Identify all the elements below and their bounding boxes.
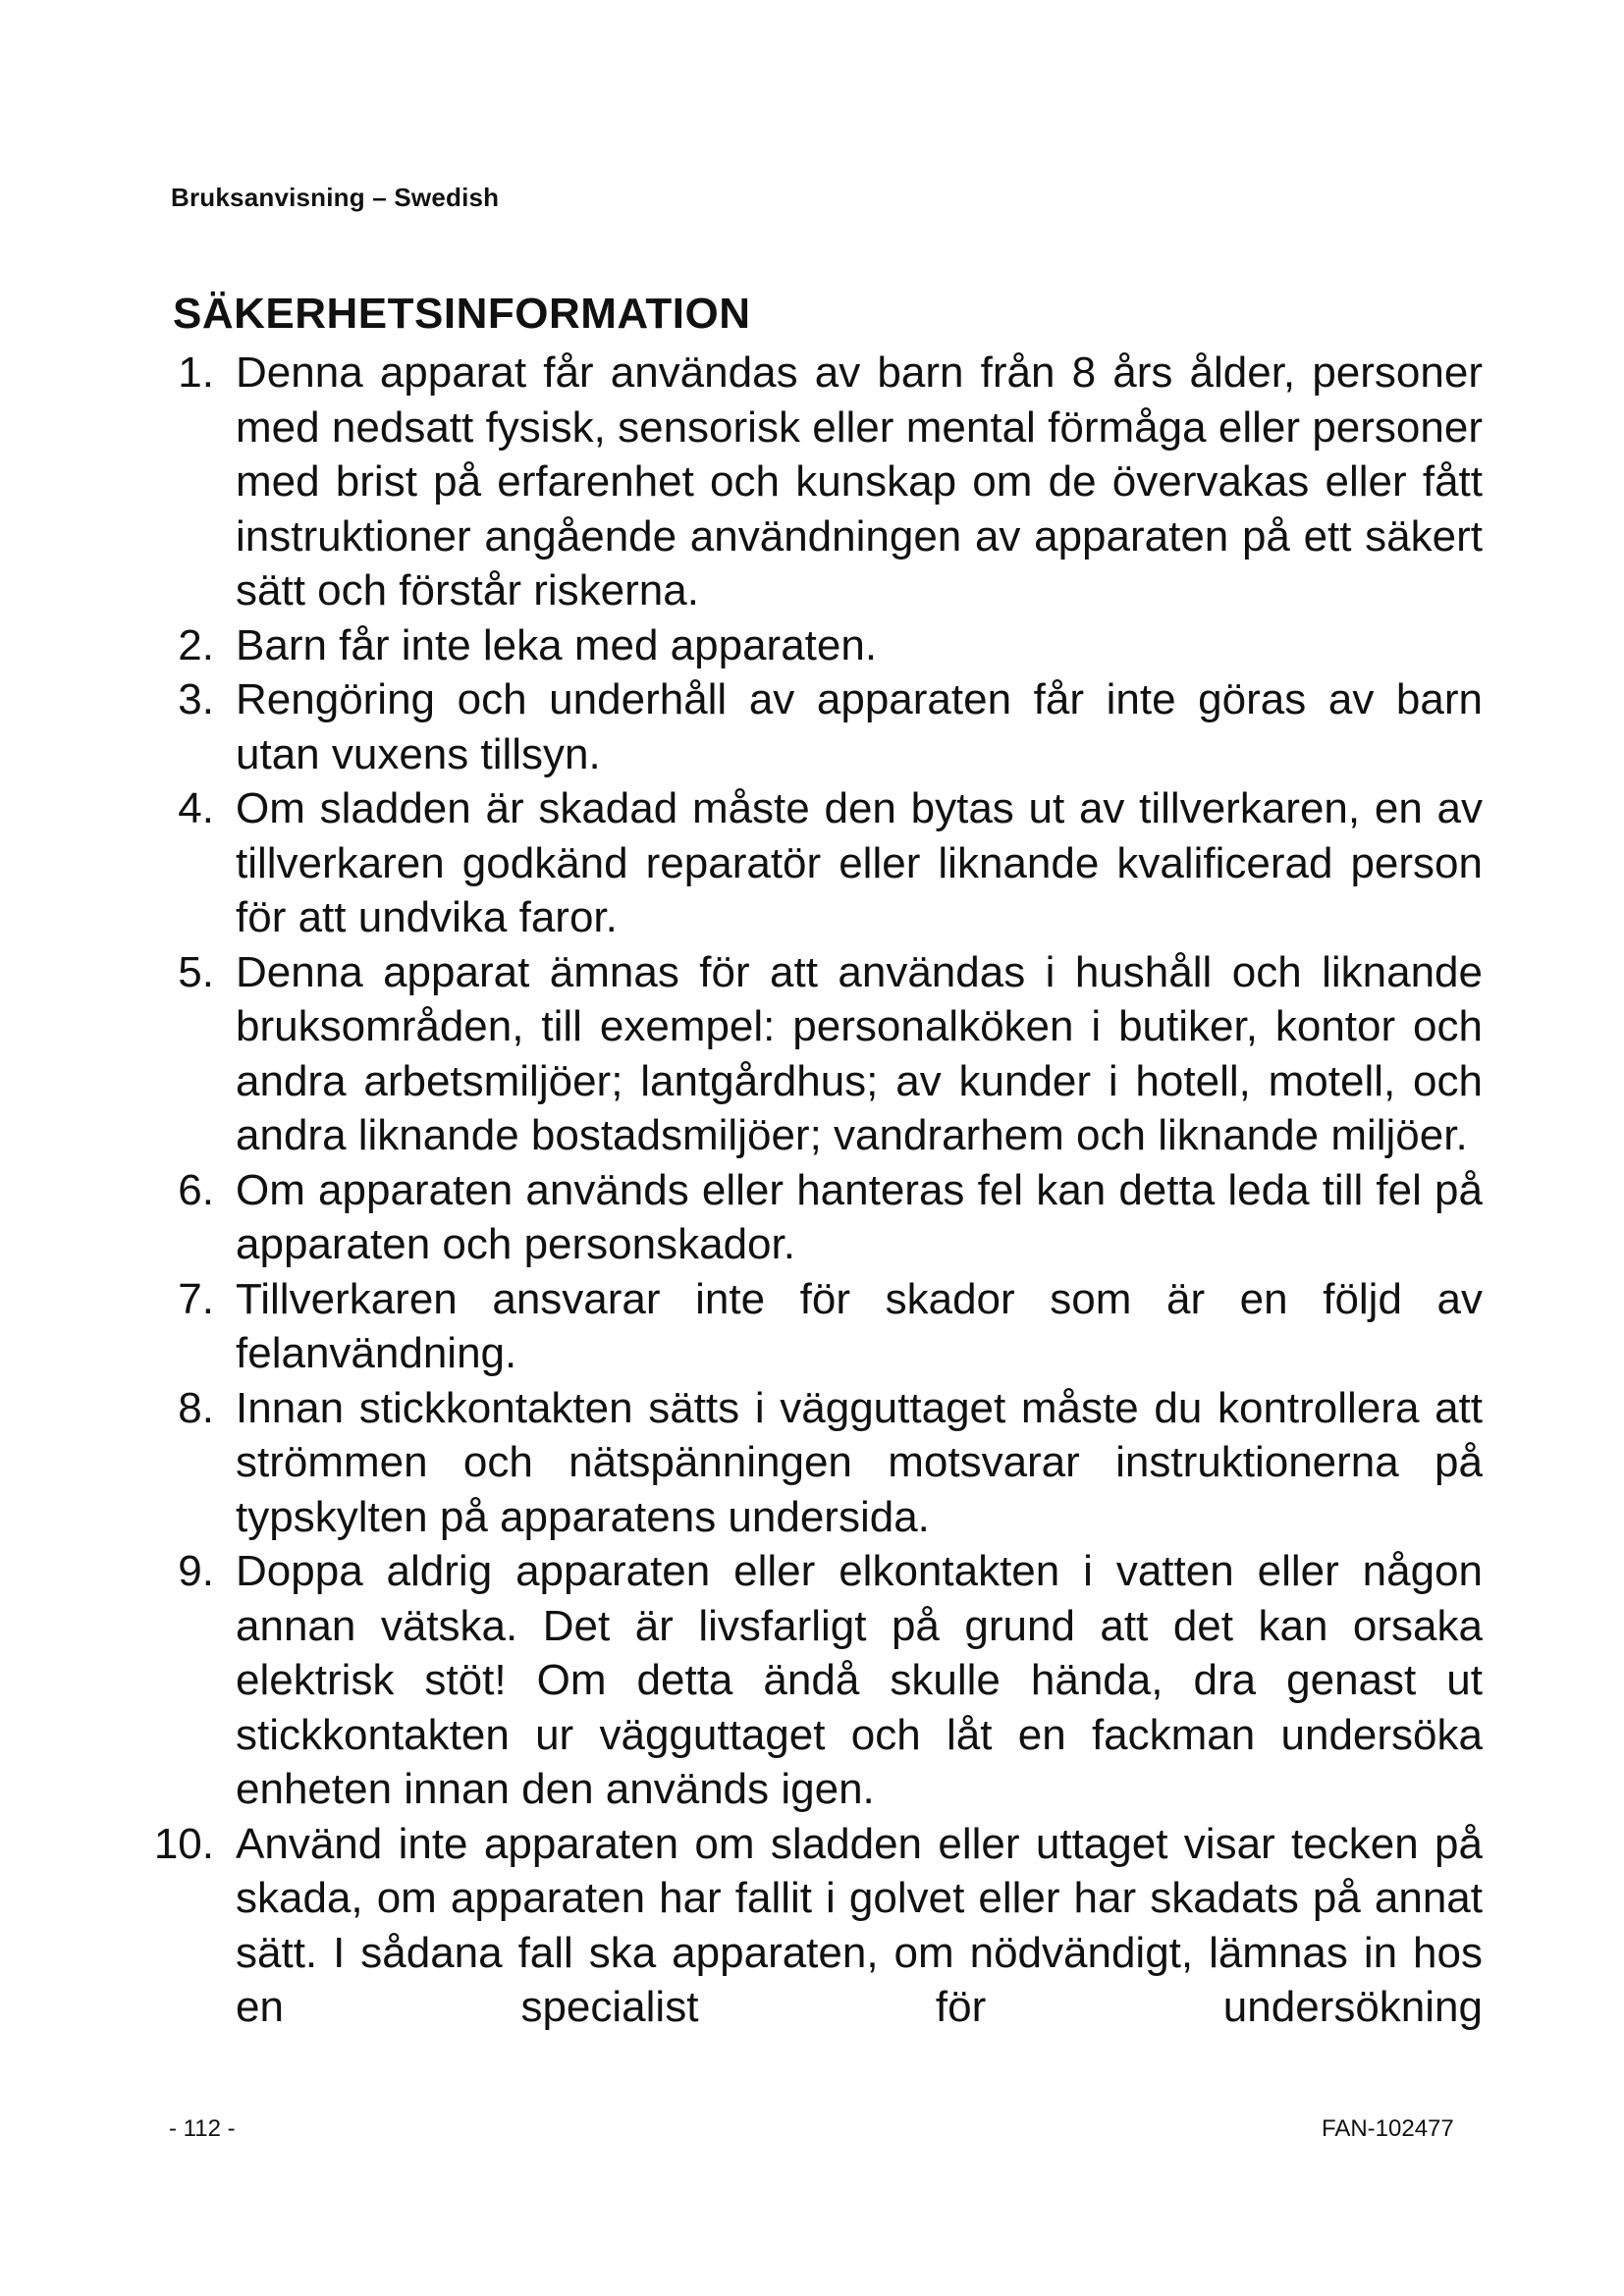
item-text: Rengöring och underhåll av apparaten får inte göras av barn utan vuxens tillsyn. — [236, 675, 1483, 778]
item-text: Denna apparat ämnas för att användas i hushåll och liknande bruksområden, till exempel: personalköken i butiker, kontor och andra arbetsmiljöer; lantgårdhus; av kunder i hotell, motell, och andra liknande bostadsmiljöer; vandrarhem och liknande miljöer. — [236, 947, 1483, 1159]
list-item — [137, 1272, 1483, 1381]
list-item — [137, 618, 1483, 673]
item-number: 7. — [178, 1274, 214, 1323]
page-number: - 112 - — [169, 2115, 236, 2142]
item-text: Använd inte apparaten om sladden eller uttaget visar tecken på skada, om apparaten har fallit i golvet eller har skadats på annat sätt. I sådana fall ska apparaten, om nödvändigt, lämnas in hos en specialist för undersökning — [236, 1819, 1483, 2031]
item-text: Om sladden är skadad måste den bytas ut av tillverkaren, en av tillverkaren godkänd reparatör eller liknande kvalificerad person för att undvika faror. — [236, 784, 1483, 941]
list-item — [137, 1544, 1483, 1817]
safety-instructions-list — [137, 346, 1483, 2035]
list-item — [137, 781, 1483, 945]
list-item — [137, 1817, 1483, 2035]
document-header: Bruksanvisning – Swedish — [171, 183, 500, 212]
list-item — [137, 945, 1483, 1163]
list-item — [137, 346, 1483, 618]
list-item — [137, 1163, 1483, 1272]
item-number: 6. — [178, 1165, 214, 1214]
item-text: Innan stickkontakten sätts i vägguttaget måste du kontrollera att strömmen och nätspänningen motsvarar instruktionerna på typskylten på apparatens undersida. — [236, 1383, 1483, 1541]
item-number: 8. — [178, 1383, 214, 1432]
item-number: 10. — [153, 1819, 214, 1868]
item-text: Tillverkaren ansvarar inte för skador som är en följd av felanvändning. — [236, 1274, 1483, 1377]
item-text: Doppa aldrig apparaten eller elkontakten i vatten eller någon annan vätska. Det är livsfarligt på grund att det kan orsaka elektrisk stöt! Om detta ändå skulle hända, dra genast ut stickkontakten ur vägguttaget och låt en fackman undersöka enheten innan den används igen. — [236, 1547, 1483, 1813]
item-number: 4. — [178, 784, 214, 832]
item-number: 2. — [178, 620, 214, 669]
item-number: 3. — [178, 675, 214, 723]
item-number: 1. — [178, 348, 214, 397]
list-item — [137, 672, 1483, 781]
item-number: 9. — [178, 1547, 214, 1595]
model-number: FAN-102477 — [1322, 2115, 1454, 2142]
item-text: Denna apparat får användas av barn från 8 års ålder, personer med nedsatt fysisk, sensorisk eller mental förmåga eller personer med brist på erfarenhet och kunskap om de övervakas eller fått instruktioner angående användningen av apparaten på ett säkert sätt och förstår riskerna. — [236, 348, 1483, 614]
item-text: Barn får inte leka med apparaten. — [236, 620, 878, 669]
list-item — [137, 1381, 1483, 1545]
item-number: 5. — [178, 947, 214, 996]
section-title: SÄKERHETSINFORMATION — [173, 290, 751, 338]
item-text: Om apparaten används eller hanteras fel kan detta leda till fel på apparaten och personskador. — [236, 1165, 1483, 1268]
